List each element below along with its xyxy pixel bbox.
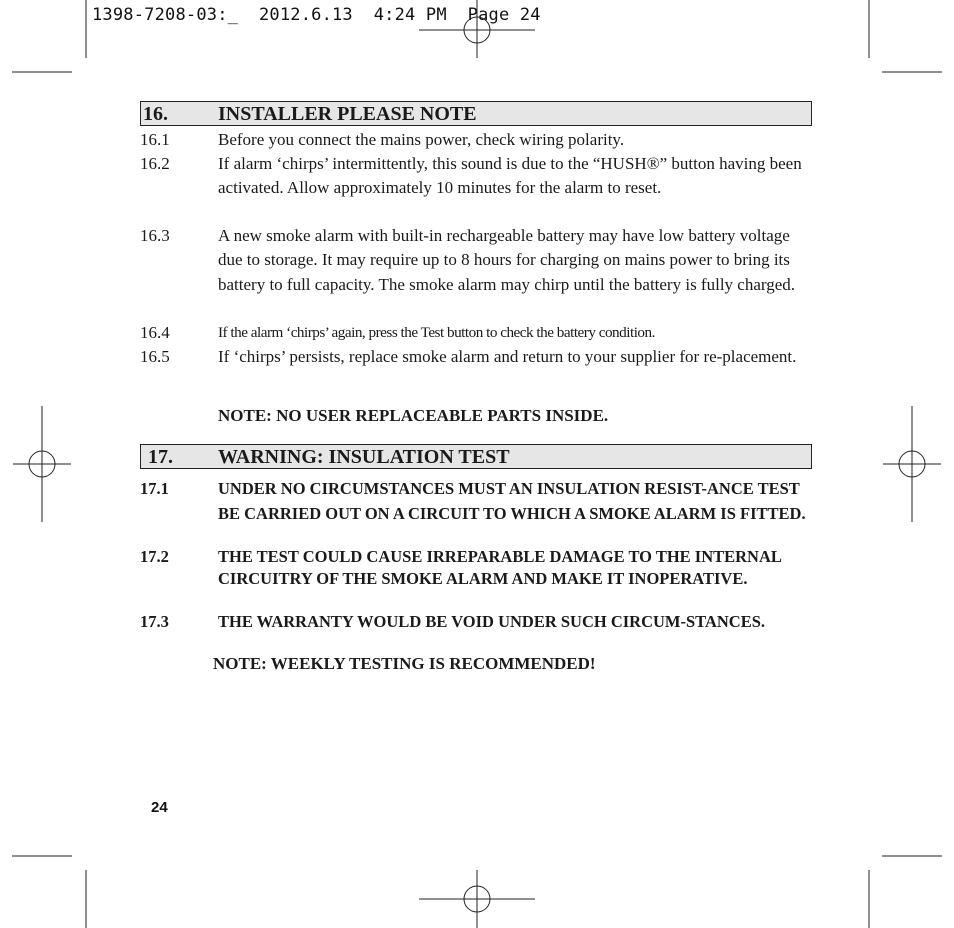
section-17-note: NOTE: WEEKLY TESTING IS RECOMMENDED! — [213, 654, 596, 673]
item-number: 16.1 — [140, 130, 170, 149]
item-text: THE TEST COULD CAUSE IRREPARABLE DAMAGE TO THE INTERNAL CIRCUITRY OF THE SMOKE ALARM AND MAKE IT INOPERATIVE. — [218, 547, 781, 588]
item-number: 17.3 — [140, 612, 169, 631]
section-16-number: 16. — [143, 103, 168, 125]
registration-mark-top — [419, 0, 535, 58]
item-number: 16.5 — [140, 347, 170, 366]
item-text: Before you connect the mains power, check wiring polarity. — [218, 130, 625, 149]
page-number: 24 — [151, 799, 168, 816]
section-16-header — [140, 101, 812, 126]
section-16-title: INSTALLER PLEASE NOTE — [218, 103, 477, 125]
item-number: 16.3 — [140, 226, 170, 245]
item-text: If alarm ‘chirps’ intermittently, this sound is due to the “HUSH®” button having been activated. Allow approximately 10 minutes for the alarm to reset. — [218, 154, 802, 198]
item-text: If ‘chirps’ persists, replace smoke alarm and return to your supplier for re-placement. — [218, 347, 797, 366]
item-text: A new smoke alarm with built-in rechargeable battery may have low battery voltage due to storage. It may require up to 8 hours for charging on mains power to bring its battery to full capacity. The smoke alarm may chirp until the battery is fully charged. — [218, 226, 796, 294]
registration-mark-bottom — [419, 870, 535, 928]
item-text: If the alarm ‘chirps’ again, press the Test button to check the battery condition. — [218, 324, 655, 341]
section-17-header — [140, 444, 812, 469]
registration-mark-left — [13, 406, 71, 522]
item-text: THE WARRANTY WOULD BE VOID UNDER SUCH CIRCUM-STANCES. — [218, 612, 765, 631]
registration-mark-right — [883, 406, 941, 522]
section-16-note: NOTE: NO USER REPLACEABLE PARTS INSIDE. — [218, 406, 609, 425]
item-number: 17.2 — [140, 547, 169, 566]
section-17-number: 17. — [148, 446, 173, 468]
item-number: 16.2 — [140, 154, 170, 173]
item-number: 17.1 — [140, 479, 169, 498]
item-number: 16.4 — [140, 323, 170, 342]
section-17-title: WARNING: INSULATION TEST — [218, 446, 510, 468]
item-text: UNDER NO CIRCUMSTANCES MUST AN INSULATION RESIST-ANCE TEST BE CARRIED OUT ON A CIRCUIT TO WHICH A SMOKE ALARM IS FITTED. — [218, 479, 806, 523]
print-slug-line: 1398-7208-03:_ 2012.6.13 4:24 PM Page 24 — [92, 5, 541, 25]
